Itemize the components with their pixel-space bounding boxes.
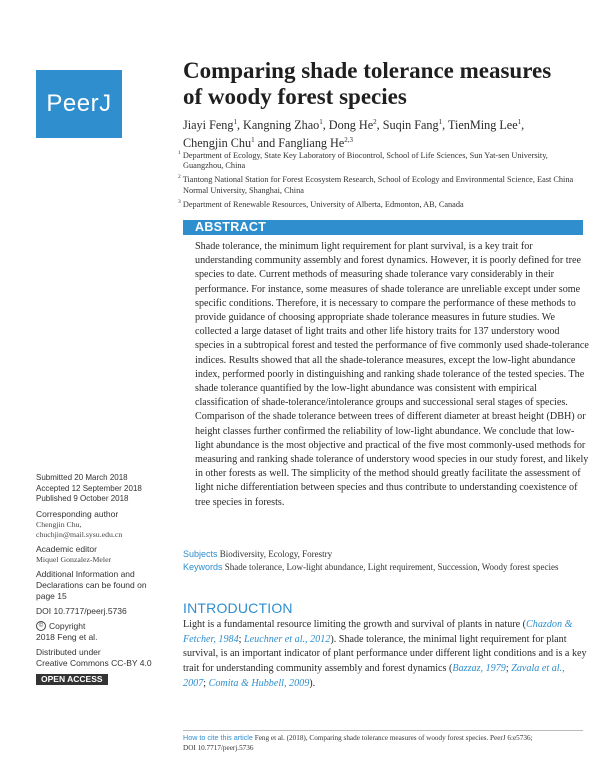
affiliation-text: Department of Renewable Resources, University of Alberta, Edmonton, AB, Canada bbox=[182, 199, 464, 209]
peerj-logo bbox=[36, 70, 122, 138]
citation-link[interactable]: Bazzaz, 1979 bbox=[452, 663, 506, 675]
intro-text-segment: Light is a fundamental resource limiting the growth and survival of plants in nature ( bbox=[183, 619, 527, 630]
affiliation bbox=[177, 197, 577, 210]
paper-title: Comparing shade tolerance measures of woody forest species bbox=[183, 58, 552, 109]
subjects-keywords bbox=[183, 548, 583, 574]
author-separator: and bbox=[254, 136, 279, 151]
affiliation-num: 3 bbox=[178, 198, 181, 205]
author-separator: , bbox=[521, 118, 525, 133]
academic-editor-name: Miquel Gonzalez-Meler bbox=[36, 554, 112, 564]
open-access-badge: OPEN ACCESS bbox=[36, 674, 108, 685]
intro-text-segment: ; bbox=[505, 663, 512, 675]
article-info-sidebar bbox=[36, 473, 174, 687]
subjects-label: Subjects bbox=[183, 549, 218, 559]
logo-text: PeerJ bbox=[46, 90, 112, 117]
citation-link[interactable]: Zavala et al., 2007 bbox=[183, 663, 565, 689]
license-link[interactable]: Creative Commons CC-BY 4.0 bbox=[36, 657, 152, 668]
author-name[interactable]: Chengjin Chu bbox=[183, 136, 252, 151]
footer-cite-label: How to cite this article bbox=[183, 733, 253, 742]
page-footer bbox=[183, 733, 583, 753]
footer-divider bbox=[183, 730, 583, 731]
author-separator: , bbox=[236, 118, 244, 133]
author-name[interactable]: Dong He bbox=[328, 118, 374, 133]
subjects-row bbox=[183, 548, 583, 560]
intro-text-segment: ; bbox=[238, 633, 245, 645]
author-name[interactable]: Jiayi Feng bbox=[183, 118, 234, 133]
citation-link[interactable]: Chazdon & Fetcher, 1984 bbox=[183, 619, 573, 645]
author-list bbox=[183, 115, 573, 151]
author-affil-num: 1 bbox=[251, 136, 255, 145]
introduction-heading: INTRODUCTION bbox=[183, 600, 293, 616]
academic-editor-label: Academic editor bbox=[36, 543, 97, 554]
author-affil-num: 1 bbox=[438, 118, 443, 126]
submitted-date: Submitted 20 March 2018 bbox=[36, 473, 128, 482]
author-affil-num: 1 bbox=[319, 118, 323, 126]
author-affil-num: 1 bbox=[517, 118, 522, 126]
copyright-label-text: Copyright bbox=[49, 620, 86, 631]
author-affil-num: 1 bbox=[233, 118, 237, 126]
affiliation bbox=[177, 148, 577, 172]
author-name[interactable]: Suqin Fang bbox=[382, 118, 439, 133]
accepted-date: Accepted 12 September 2018 bbox=[36, 483, 142, 493]
author-separator: , bbox=[442, 118, 448, 133]
abstract-heading: ABSTRACT bbox=[183, 220, 583, 235]
copyright-label bbox=[36, 621, 174, 632]
corresponding-author-name: Chengjin Chu, bbox=[36, 519, 82, 529]
corresponding-author-email[interactable]: chuchjin@mail.sysu.edu.cn bbox=[36, 529, 123, 539]
subjects-value: Biodiversity, Ecology, Forestry bbox=[219, 549, 333, 559]
author-affil-num: 2,3 bbox=[344, 136, 354, 145]
license-line: Distributed under bbox=[36, 646, 101, 657]
footer-doi[interactable]: DOI 10.7717/peerj.5736 bbox=[183, 744, 254, 752]
footer-cite-text: Feng et al. (2018), Comparing shade tolerance measures of woody forest species. PeerJ 6:e5736; bbox=[254, 734, 533, 742]
citation-link[interactable]: Comita & Hubbell, 2009 bbox=[208, 677, 310, 689]
doi[interactable]: DOI 10.7717/peerj.5736 bbox=[36, 605, 127, 616]
affiliation-num: 2 bbox=[178, 174, 181, 181]
affiliation-num: 1 bbox=[178, 150, 181, 156]
abstract-text: Shade tolerance, the minimum light requirement for plant survival, is a key trait for understanding community assembly and forest dynamics. However, it is poorly defined for tree species to date. Current methods of measuring shade tolerance vary considerably in their performance. For instance, some measures of shade tolerance are unreliable except under some specific conditions. Therefore, it is necessary to compare the performance of these methods to provide guidance of choosing appropriate shade tolerance measures in future studies. We collected a large dataset of light traits and other life history traits for 137 understory wood species in a subtropical forest and tested the performance of five commonly used shade-tolerance indices. Results showed that all the shade-tolerance measures, except the low-light abundance index, performed poorly in distinguishing and ranking shade tolerance of the tested species. The shade tolerance quantified by the low-light abundance was consistent with empirical classification of shade-tolerance/intolerance groups and successional seral stages of species. Comparison of the shade tolerance between trees of different diameter at breast height (DBH) or height classes further confirmed the reliability of low-light abundance. We conclude that low-light abundance is the most objective and practical of the five most commonly-used methods for measuring and ranking shade tolerance of understory wood species in our study forest, and likely in other forests as well. The simplicity of the method should greatly facilitate the assessment of light niche differentiation between species and thus contribute to understanding coexistence of tree species in forests. bbox=[195, 241, 589, 508]
keywords-value: Shade tolerance, Low-light abundance, Light requirement, Succession, Woody forest species bbox=[224, 562, 559, 572]
copyright-icon: © bbox=[36, 621, 46, 631]
footer-citation bbox=[183, 733, 583, 743]
corresponding-author-label: Corresponding author bbox=[36, 508, 119, 519]
intro-text-segment: ). Shade tolerance, the minimal light requirement for plant survival, is an important indicator of plant performance under different light conditions and is a key trait for understanding community assembly and forest dynamics ( bbox=[183, 633, 587, 675]
author-name[interactable]: TienMing Lee bbox=[447, 118, 518, 133]
intro-text-segment: ; bbox=[203, 677, 209, 689]
author-affil-num: 2 bbox=[373, 118, 377, 126]
intro-text-segment: ). bbox=[309, 677, 316, 689]
keywords-row bbox=[183, 561, 583, 573]
affiliation-text: Department of Ecology, State Key Laboratory of Biocontrol, School of Life Sciences, Sun Yat-sen University, Guangzhou, China bbox=[182, 150, 548, 171]
copyright-value: 2018 Feng et al. bbox=[36, 631, 98, 642]
citation-link[interactable]: Leuchner et al., 2012 bbox=[244, 633, 331, 645]
additional-info-line: page 15 bbox=[36, 590, 67, 601]
additional-info-line: Additional Information and bbox=[36, 568, 135, 579]
author-separator: , bbox=[376, 118, 383, 133]
introduction-paragraph bbox=[183, 618, 587, 692]
author-name[interactable]: Fangliang He bbox=[278, 136, 345, 151]
affiliation-text: Tiantong National Station for Forest Ecosystem Research, School of Ecology and Environmental Science, East China Normal University, Shanghai, China bbox=[182, 175, 574, 195]
published-date: Published 9 October 2018 bbox=[36, 494, 129, 503]
keywords-label: Keywords bbox=[183, 562, 223, 572]
author-name[interactable]: Kangning Zhao bbox=[243, 118, 320, 133]
affiliation bbox=[177, 172, 577, 196]
author-separator: , bbox=[322, 118, 329, 133]
affiliation-list bbox=[177, 148, 577, 210]
additional-info-line: Declarations can be found on bbox=[36, 579, 147, 590]
